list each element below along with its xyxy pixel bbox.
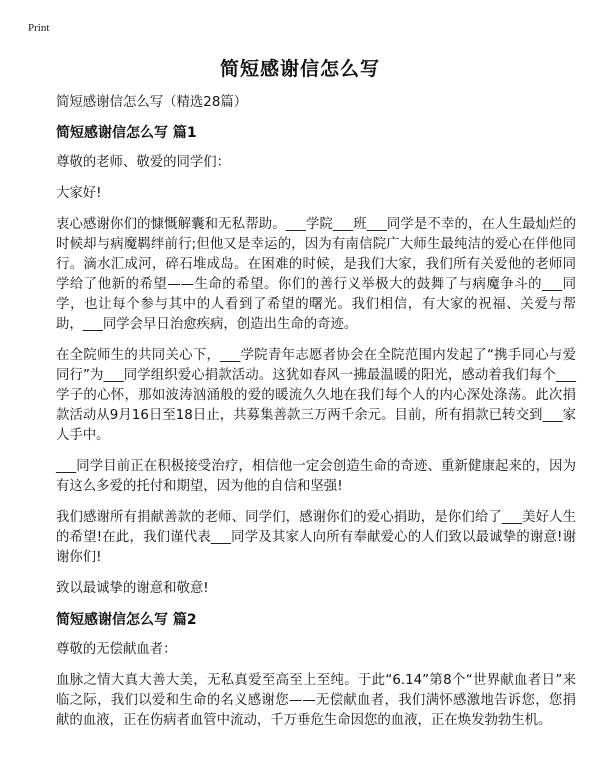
paragraph: ___同学目前正在积极接受治疗，相信他一定会创造生命的奇迹、重新健康起来的，因为有这么多爱的托付和期望，因为他的自信和坚强!	[56, 459, 576, 494]
paragraph: 我们感谢所有捐献善款的老师、同学们，感谢你们的爱心捐助，是你们给了___美好人生的希望!在此，我们谨代表___同学及其家人向所有奉献爱心的人们致以最诚挚的谢意!谢谢你们!	[56, 510, 576, 565]
salutation: 尊敬的无偿献血者：	[56, 642, 177, 657]
paragraph: 衷心感谢你们的慷慨解囊和无私帮助。___学院___班___同学是不幸的，在人生最灿烂的时候却与病魔羁绊前行;但他又是幸运的，因为有南信院广大师生最纯洁的爱心在伴他同行。滴水汇成河，碎石堆成岛。在困难的时候，是我们大家，我们所有关爱他的老师同学给了他新的希望——生命的希望。你们的善行义举极大的鼓舞了与病魔争斗的___同学，也让每个参与其中的人看到了希望的曙光。我们相信，有大家的祝福、关爱与帮助，___同学会早日治愈疾病，创造出生命的奇迹。	[56, 217, 576, 332]
paragraph: 血脉之情大真大善大美，无私真爱至高至上至纯。于此“6.14”第8个“世界献血者日”来临之际，我们以爱和生命的名义感谢您——无偿献血者，我们满怀感激地告诉您，您捐献的血液，正在伤病者血管中流动，千万垂危生命因您的血液，正在焕发勃勃生机。	[56, 673, 576, 728]
section-heading-1: 简短感谢信怎么写 篇1	[56, 125, 197, 141]
document-body	[56, 93, 576, 742]
closing: 致以最诚挚的谢意和敬意!	[56, 581, 209, 596]
salutation: 尊敬的老师、敬爱的同学们：	[56, 155, 231, 170]
greeting: 大家好!	[56, 186, 102, 201]
page-title: 简短感谢信怎么写	[219, 58, 380, 80]
document-subtitle: 简短感谢信怎么写（精选28篇）	[56, 95, 248, 110]
paragraph: 在全院师生的共同关心下，___学院青年志愿者协会在全院范围内发起了“携手同心与爱同行”为___同学组织爱心捐款活动。这犹如春风一拂最温暖的阳光，感动着我们每个___学子的心怀，那如波涛汹涌般的爱的暖流久久地在我们每个人的内心深处涤荡。此次捐款活动从9月16日至18日止，共募集善款三万两千余元。目前，所有捐款已转交到___家人手中。	[56, 348, 576, 443]
print-label[interactable]: Print	[28, 22, 50, 34]
section-heading-2: 简短感谢信怎么写 篇2	[56, 612, 197, 628]
